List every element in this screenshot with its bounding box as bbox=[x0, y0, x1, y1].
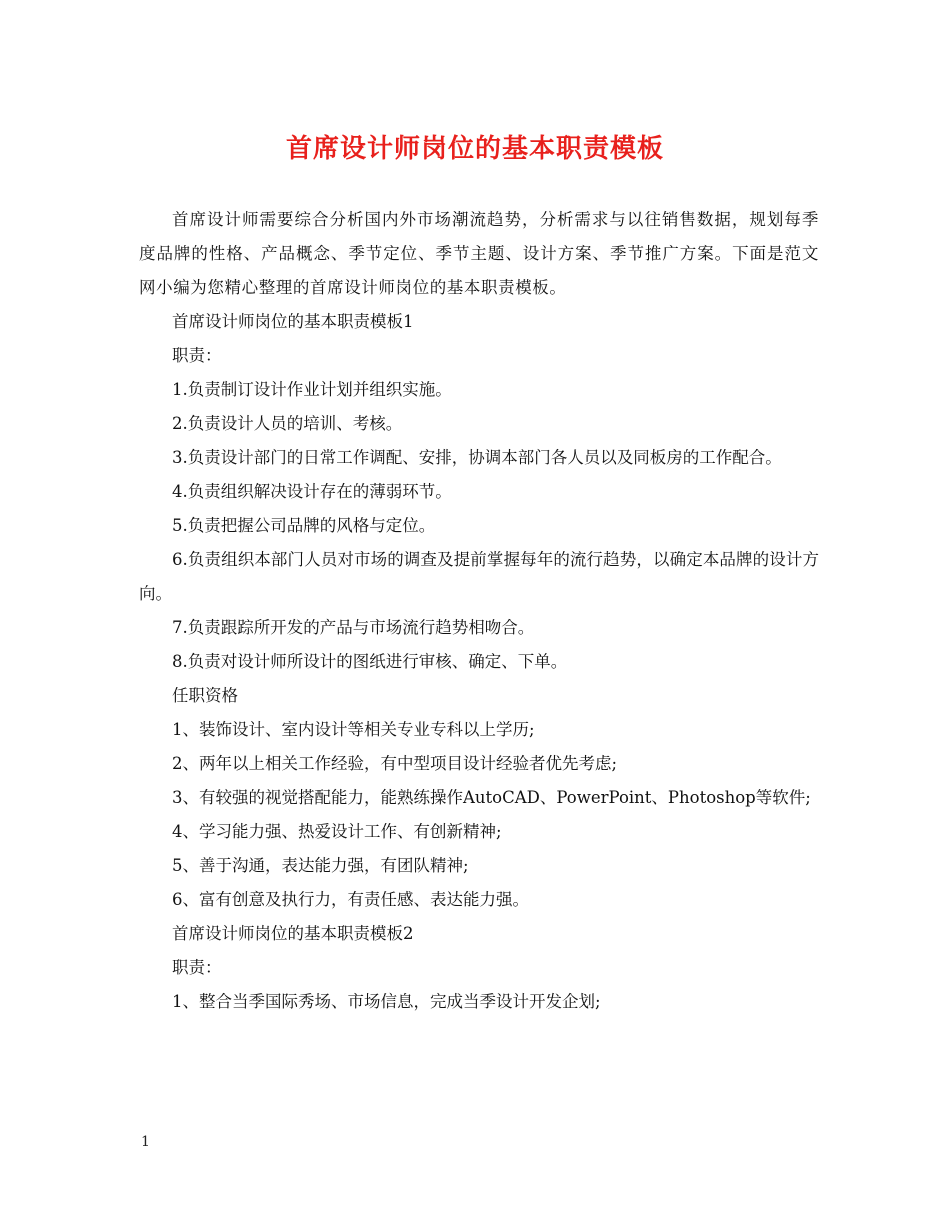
qualification-item: 5、善于沟通，表达能力强，有团队精神; bbox=[172, 856, 469, 875]
duty-item: 4.负责组织解决设计存在的薄弱环节。 bbox=[172, 482, 452, 501]
duty-item: 8.负责对设计师所设计的图纸进行审核、确定、下单。 bbox=[172, 652, 568, 671]
document-title: 首席设计师岗位的基本职责模板 bbox=[285, 134, 664, 164]
duty-item: 3.负责设计部门的日常工作调配、安排，协调本部门各人员以及同板房的工作配合。 bbox=[172, 448, 782, 467]
document-body bbox=[139, 203, 819, 1019]
duties-label: 职责： bbox=[172, 958, 222, 977]
qualification-item: 4、学习能力强、热爱设计工作、有创新精神; bbox=[172, 822, 502, 841]
qualification-item: 6、富有创意及执行力，有责任感、表达能力强。 bbox=[172, 890, 529, 909]
duty-item: 1.负责制订设计作业计划并组织实施。 bbox=[172, 380, 452, 399]
section-heading-template-1: 首席设计师岗位的基本职责模板1 bbox=[172, 312, 414, 331]
section-heading-template-2: 首席设计师岗位的基本职责模板2 bbox=[172, 924, 414, 943]
qualification-item: 2、两年以上相关工作经验，有中型项目设计经验者优先考虑; bbox=[172, 754, 618, 773]
duty-item: 2.负责设计人员的培训、考核。 bbox=[172, 414, 403, 433]
page-number: 1 bbox=[141, 1134, 150, 1150]
duty-item: 5.负责把握公司品牌的风格与定位。 bbox=[172, 516, 436, 535]
duty-item: 1、整合当季国际秀场、市场信息，完成当季设计开发企划; bbox=[172, 992, 601, 1011]
intro-paragraph: 首席设计师需要综合分析国内外市场潮流趋势，分析需求与以往销售数据，规划每季度品牌的性格、产品概念、季节定位、季节主题、设计方案、季节推广方案。下面是范文网小编为您精心整理的首席设计师岗位的基本职责模板。 bbox=[139, 210, 819, 297]
duty-item: 7.负责跟踪所开发的产品与市场流行趋势相吻合。 bbox=[172, 618, 535, 637]
qualification-item: 3、有较强的视觉搭配能力，能熟练操作AutoCAD、PowerPoint、Photoshop等软件; bbox=[172, 788, 811, 807]
qualifications-label: 任职资格 bbox=[172, 686, 238, 705]
duty-item: 6.负责组织本部门人员对市场的调查及提前掌握每年的流行趋势，以确定本品牌的设计方向。 bbox=[139, 550, 819, 603]
qualification-item: 1、装饰设计、室内设计等相关专业专科以上学历; bbox=[172, 720, 535, 739]
duties-label: 职责： bbox=[172, 346, 222, 365]
